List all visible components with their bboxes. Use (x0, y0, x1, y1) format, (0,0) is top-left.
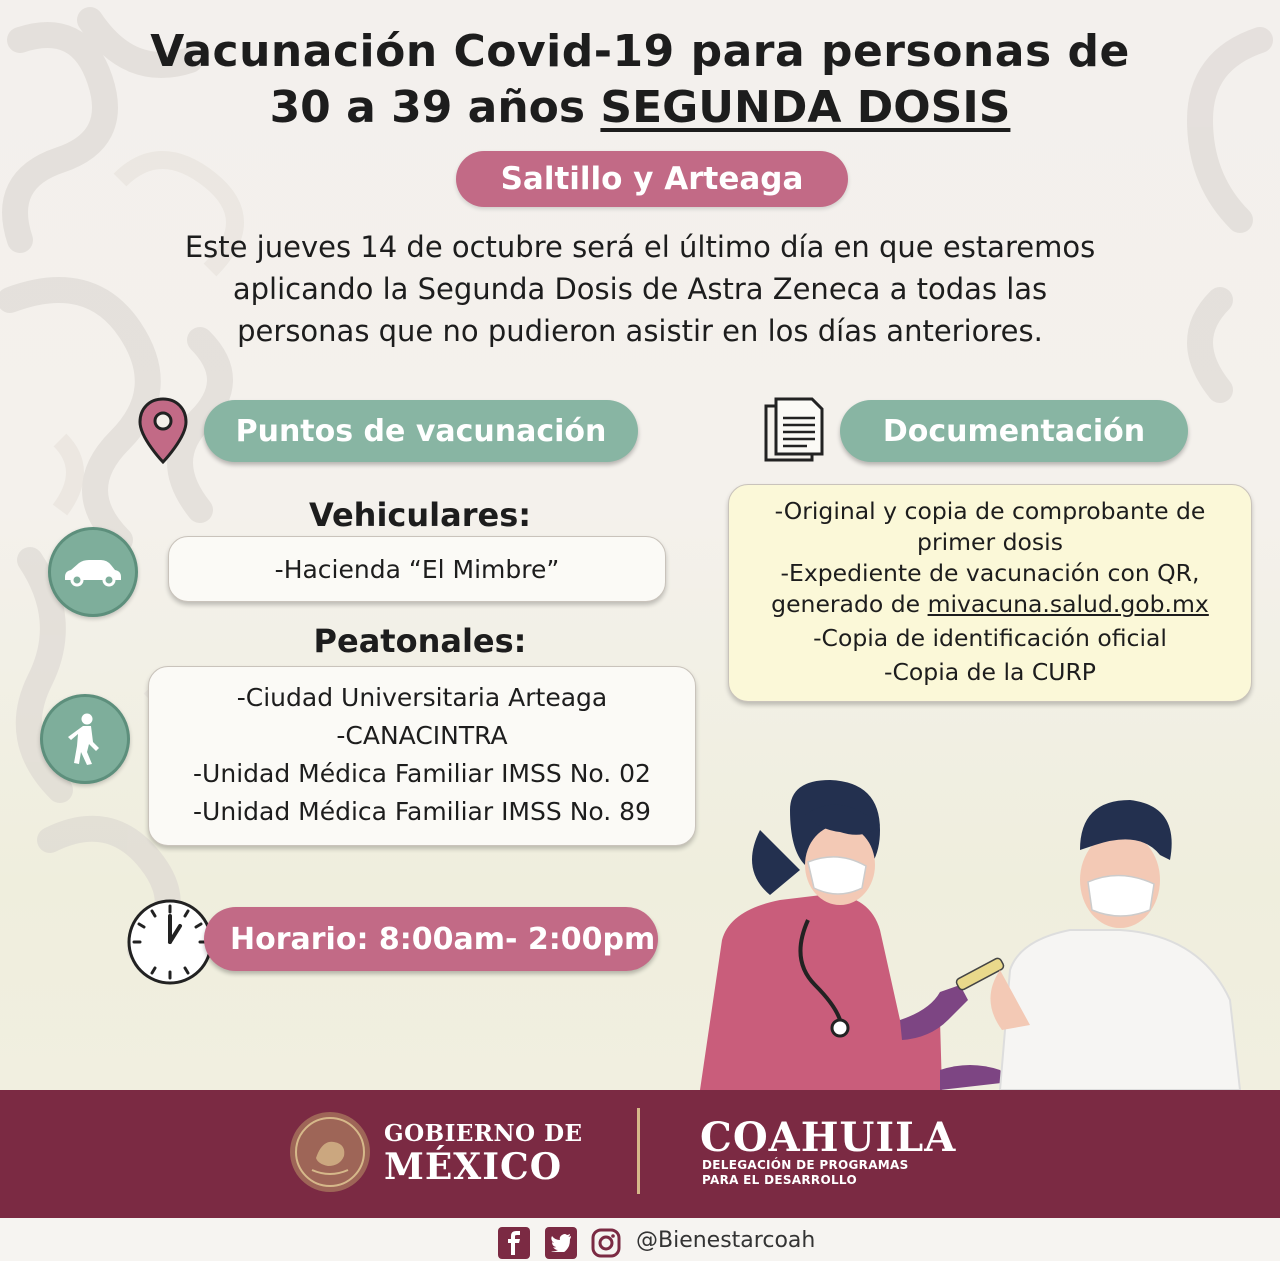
location-pin-icon (136, 396, 190, 466)
mexico-text: MÉXICO (384, 1146, 563, 1188)
social-handle[interactable]: @Bienestarcoah (636, 1228, 816, 1253)
doc-item: primer dosis (917, 528, 1063, 556)
doc-item: -Original y copia de comprobante de (774, 497, 1206, 525)
documentacion-box (728, 484, 1252, 702)
peatonales-title: Peatonales: (313, 622, 527, 660)
page-title-line2 (0, 82, 1280, 133)
title-emphasis: SEGUNDA DOSIS (600, 82, 1011, 133)
car-icon (48, 527, 138, 617)
footer-divider (637, 1108, 640, 1194)
location-badge: Saltillo y Arteaga (456, 151, 848, 207)
document-icon (762, 396, 826, 464)
facebook-icon[interactable] (498, 1227, 530, 1259)
coahuila-subtitle-1: DELEGACIÓN DE PROGRAMAS (702, 1158, 909, 1172)
coahuila-text: COAHUILA (700, 1114, 957, 1161)
doc-item: -Copia de identificación oficial (813, 624, 1167, 652)
peatonales-box (148, 666, 696, 846)
peatonales-item: -Unidad Médica Familiar IMSS No. 02 (193, 759, 651, 788)
vehiculares-item: -Hacienda “El Mimbre” (274, 554, 560, 584)
mivacuna-link[interactable]: mivacuna.salud.gob.mx (927, 590, 1209, 618)
clock-icon (126, 898, 214, 986)
intro-line-1: Este jueves 14 de octubre será el último día en que estaremos (184, 230, 1096, 264)
horario-badge: Horario: 8:00am- 2:00pm (204, 907, 658, 971)
documentacion-heading: Documentación (840, 400, 1188, 462)
puntos-vacunacion-heading: Puntos de vacunación (204, 400, 638, 462)
pedestrian-icon (40, 694, 130, 784)
peatonales-item: -CANACINTRA (336, 721, 508, 750)
gobierno-de-text: GOBIERNO DE (384, 1120, 583, 1147)
title-age-range: 30 a 39 años (269, 82, 601, 133)
doc-item-text: generado de (771, 590, 928, 618)
mexico-seal-logo (288, 1110, 372, 1194)
intro-line-3: personas que no pudieron asistir en los días anteriores. (237, 314, 1043, 348)
intro-line-2: aplicando la Segunda Dosis de Astra Zeneca a todas las (232, 272, 1048, 306)
intro-text (60, 226, 1220, 352)
page-title-line1: Vacunación Covid-19 para personas de (150, 26, 1130, 77)
footer-bar (0, 1090, 1280, 1218)
doc-item: -Copia de la CURP (884, 658, 1096, 686)
twitter-icon[interactable] (545, 1227, 577, 1259)
instagram-icon[interactable] (590, 1227, 622, 1259)
vehiculares-box (168, 536, 666, 602)
vaccination-illustration (640, 770, 1280, 1090)
doc-item (729, 589, 1251, 620)
doc-item: -Expediente de vacunación con QR, (780, 559, 1200, 587)
peatonales-item: -Ciudad Universitaria Arteaga (236, 683, 608, 712)
coahuila-subtitle-2: PARA EL DESARROLLO (702, 1173, 857, 1187)
peatonales-item: -Unidad Médica Familiar IMSS No. 89 (193, 797, 651, 826)
vehiculares-title: Vehiculares: (308, 496, 532, 534)
